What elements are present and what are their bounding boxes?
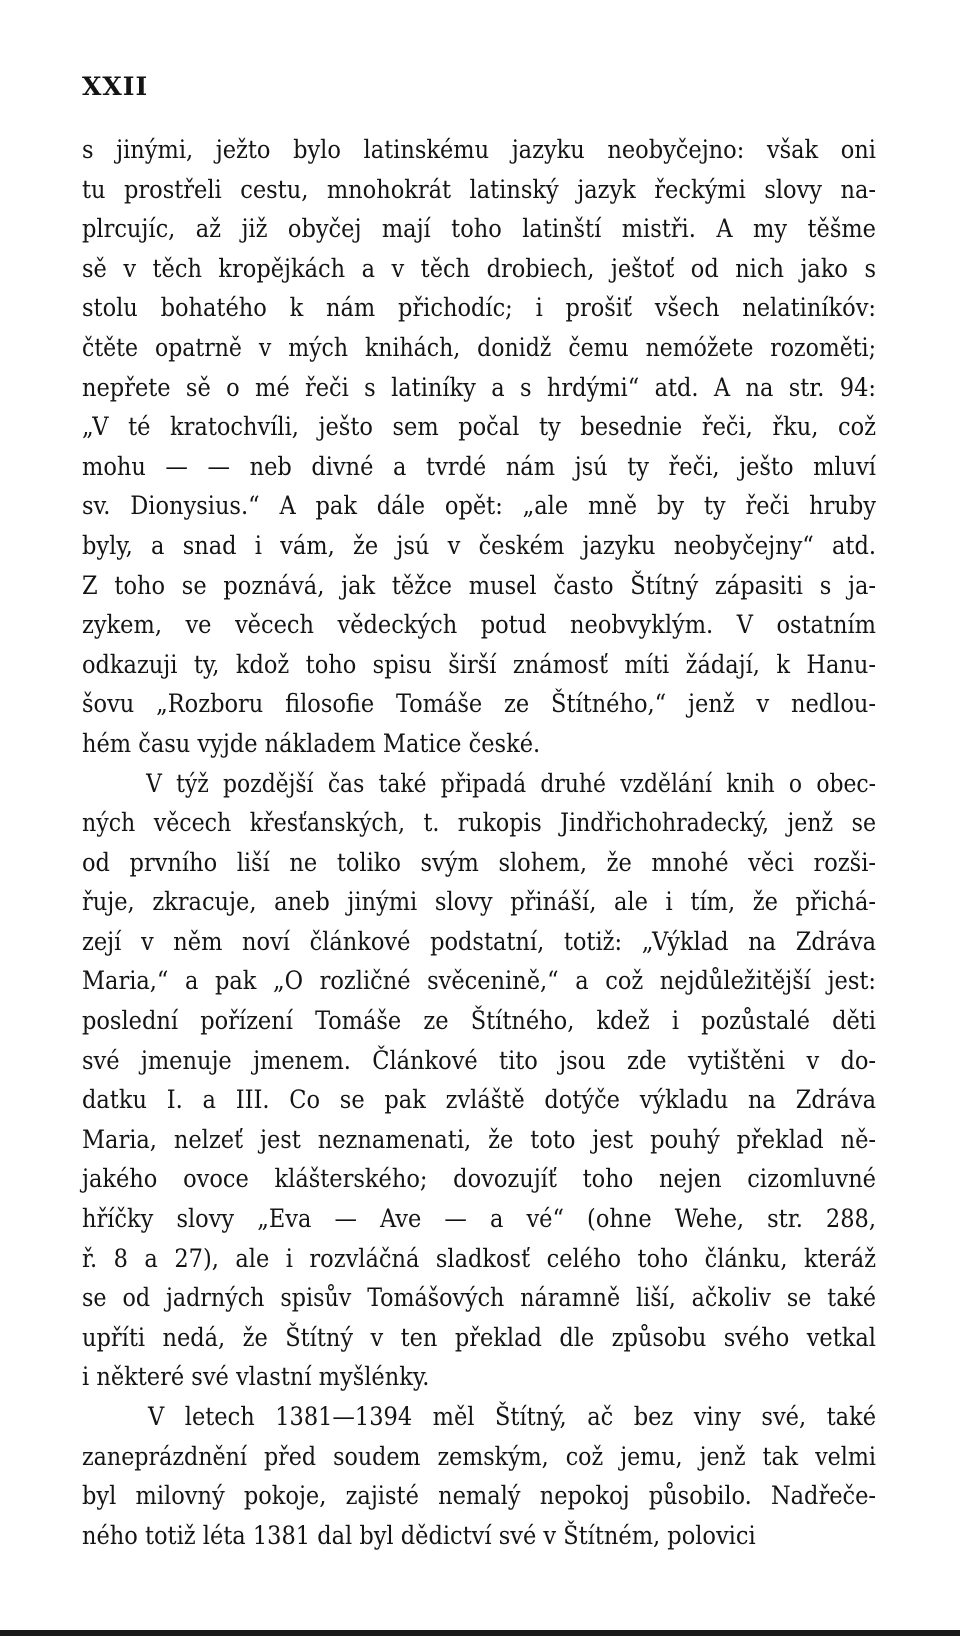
text-line: stolu bohatého k nám přichodíc; i prošiť všech nelatiníkóv: (82, 293, 876, 323)
text-line: od prvního liší ne toliko svým slohem, že mnohé věci rozši- (82, 847, 876, 877)
paragraph (82, 130, 876, 764)
text-line: zykem, ve věcech vědeckých potud neobvyklým. V ostatním (82, 610, 876, 640)
text-line: Maria,“ a pak „O rozličné svěcenině,“ a což nejdůležitější jest: (82, 966, 876, 996)
text-line: ných věcech křesťanských, t. rukopis Jindřichohradecký, jenž se (82, 808, 876, 838)
text-line: nepřete sě o mé řeči s latiníky a s hrdými“ atd. A na str. 94: (82, 372, 876, 402)
text-line: datku I. a III. Co se pak zvláště dotýče výkladu na Zdráva (82, 1085, 876, 1115)
text-line: se od jadrných spisův Tomášových náramně liší, ačkoliv se také (82, 1283, 876, 1313)
text-line: zejí v něm noví článkové podstatní, totiž: „Výklad na Zdráva (82, 926, 876, 956)
text-line: ř. 8 a 27), ale i rozvláčná sladkosť celého toho článku, kteráž (82, 1243, 876, 1273)
text-line: ného totiž léta 1381 dal byl dědictví své v Štítném, polovici (82, 1520, 756, 1550)
text-line: sv. Dionysius.“ A pak dále opět: „ale mně by ty řeči hruby (82, 491, 876, 521)
text-line: s jinými, ježto bylo latinskému jazyku neobyčejno: však oni (82, 135, 876, 164)
text-line: plrcujíc, až již obyčej mají toho latinští mistři. A my těšme (82, 214, 876, 244)
paragraph (82, 1397, 876, 1555)
text-line: mohu — — neb divné a tvrdé nám jsú ty řeči, ješto mluví (82, 451, 876, 481)
text-line: hém času vyjde nákladem Matice české. (82, 728, 541, 758)
text-line: upříti nedá, že Štítný v ten překlad dle způsobu svého vetkal (82, 1322, 876, 1352)
text-line: Maria, nelzeť jest neznamenati, že toto jest pouhý překlad ně- (82, 1124, 876, 1154)
text-line: V týž pozdější čas také připadá druhé vzdělání knih o obec- (146, 768, 876, 798)
text-line: své jmenuje jmenem. Článkové tito jsou zde vytištěni v do- (82, 1045, 876, 1075)
text-line: čtěte opatrně v mých knihách, donidž čemu nemóžete rozoměti; (82, 332, 876, 362)
text-line: V letech 1381—1394 měl Štítný, ač bez viny své, také (148, 1402, 876, 1431)
text-line: jakého ovoce klášterského; dovozujíť toho nejen cizomluvné (82, 1164, 876, 1194)
body-text (82, 130, 876, 1555)
text-line: odkazuji ty, kdož toho spisu širší známosť míti žádají, k Hanu- (82, 649, 876, 679)
text-line: poslední pořízení Tomáše ze Štítného, kdež i pozůstalé děti (82, 1006, 876, 1036)
text-line: i některé své vlastní myšlénky. (82, 1362, 430, 1392)
text-line: byly, a snad i vám, že jsú v českém jazyku neobyčejny“ atd. (82, 530, 876, 560)
page-number: XXII (82, 72, 149, 101)
paragraph (82, 764, 876, 1398)
text-line: sě v těch kropějkách a v těch drobiech, ještoť od nich jako s (82, 253, 876, 283)
text-line: řuje, zkracuje, aneb jinými slovy přináší, ale i tím, že přichá- (82, 887, 876, 917)
text-line: zaneprázdnění před soudem zemským, což jemu, jenž tak velmi (82, 1441, 876, 1471)
text-line: hříčky slovy „Eva — Ave — a vé“ (ohne Wehe, str. 288, (82, 1204, 876, 1234)
text-line: „V té kratochvíli, ješto sem počal ty besednie řeči, řku, což (82, 412, 876, 442)
text-line: šovu „Rozboru filosofie Tomáše ze Štítného,“ jenž v nedlou- (82, 689, 876, 719)
text-line: byl milovný pokoje, zajisté nemalý nepokoj působilo. Nadřeče- (82, 1481, 876, 1511)
text-line: Z toho se poznává, jak těžce musel často Štítný zápasiti s ja- (82, 570, 876, 600)
text-line: tu prostřeli cestu, mnohokrát latinský jazyk řeckými slovy na- (82, 174, 876, 204)
page-bottom-edge (0, 1630, 960, 1636)
